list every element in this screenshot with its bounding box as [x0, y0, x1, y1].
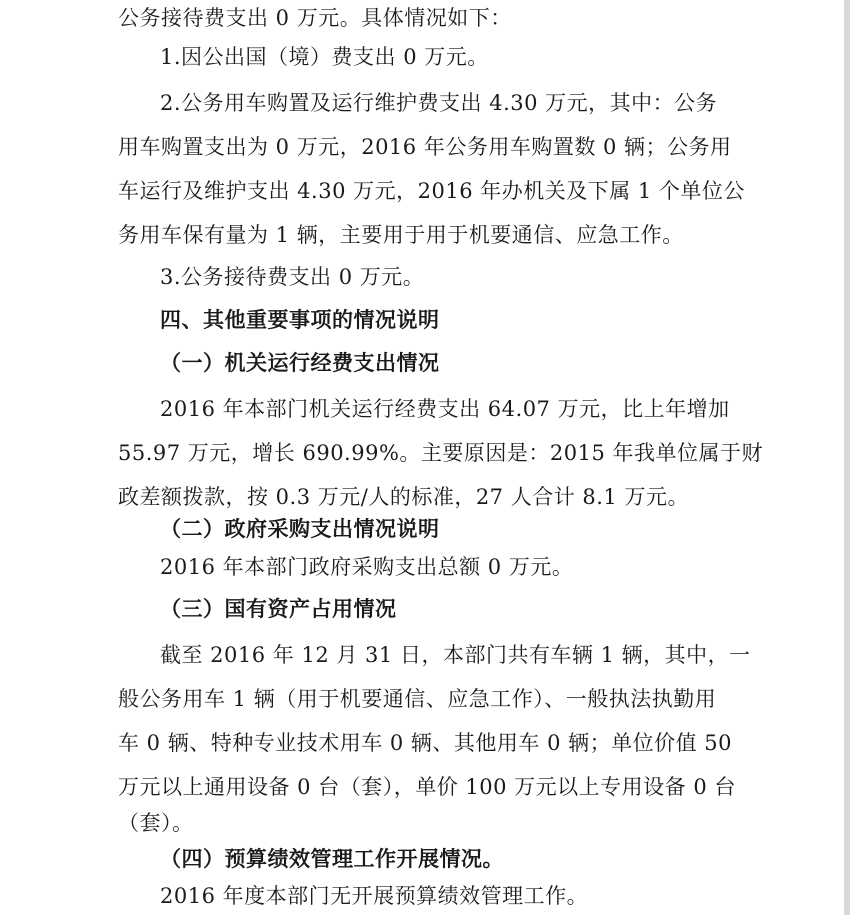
paragraph-line: 万元以上通用设备 0 台（套），单价 100 万元以上专用设备 0 台	[118, 775, 736, 799]
paragraph-line: 般公务用车 1 辆（用于机要通信、应急工作）、一般执法执勤用	[118, 687, 717, 711]
paragraph-line: 1.因公出国（境）费支出 0 万元。	[160, 45, 489, 69]
subsection-heading: （一）机关运行经费支出情况	[160, 350, 440, 375]
paragraph-line: 3.公务接待费支出 0 万元。	[160, 265, 425, 289]
paragraph-line: 车运行及维护支出 4.30 万元，2016 年办机关及下属 1 个单位公	[118, 179, 745, 203]
paragraph-line: 截至 2016 年 12 月 31 日，本部门共有车辆 1 辆，其中，一	[160, 643, 751, 667]
paragraph-line: 2016 年本部门政府采购支出总额 0 万元。	[160, 555, 574, 579]
page-edge-shadow	[844, 0, 850, 915]
paragraph-line: 55.97 万元，增长 690.99%。主要原因是：2015 年我单位属于财	[118, 441, 764, 465]
paragraph-line: 2.公务用车购置及运行维护费支出 4.30 万元，其中：公务	[160, 91, 718, 115]
subsection-heading: （二）政府采购支出情况说明	[160, 516, 440, 541]
paragraph-line: 政差额拨款，按 0.3 万元/人的标准，27 人合计 8.1 万元。	[118, 485, 689, 509]
paragraph-line: 2016 年度本部门无开展预算绩效管理工作。	[160, 884, 589, 908]
subsection-heading: （四）预算绩效管理工作开展情况。	[160, 846, 504, 871]
paragraph-line: 用车购置支出为 0 万元，2016 年公务用车购置数 0 辆；公务用	[118, 135, 732, 159]
paragraph-line: 2016 年本部门机关运行经费支出 64.07 万元，比上年增加	[160, 397, 730, 421]
paragraph-line: 公务接待费支出 0 万元。具体情况如下：	[118, 6, 512, 30]
subsection-heading: （三）国有资产占用情况	[160, 596, 397, 621]
paragraph-line: 车 0 辆、特种专业技术用车 0 辆、其他用车 0 辆；单位价值 50	[118, 731, 733, 755]
paragraph-line: （套）。	[118, 811, 194, 835]
section-heading: 四、其他重要事项的情况说明	[160, 307, 440, 332]
paragraph-line: 务用车保有量为 1 辆，主要用于用于机要通信、应急工作。	[118, 223, 684, 247]
